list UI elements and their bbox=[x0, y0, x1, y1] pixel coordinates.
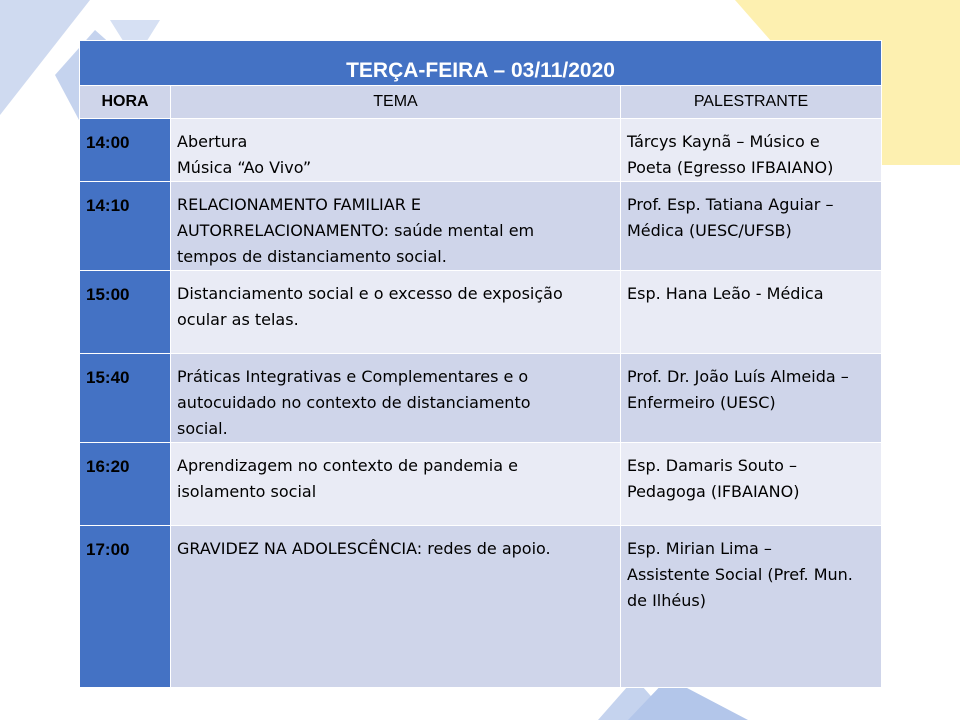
row-hora: 14:10 bbox=[80, 182, 171, 271]
row-palestrante: Prof. Esp. Tatiana Aguiar – Médica (UESC/UFSB) bbox=[621, 182, 882, 271]
row-tema: Aprendizagem no contexto de pandemia e isolamento social bbox=[171, 443, 621, 526]
header-palestrante: PALESTRANTE bbox=[621, 86, 882, 119]
row-tema: Práticas Integrativas e Complementares e o autocuidado no contexto de distanciamento social. bbox=[171, 354, 621, 443]
table-row bbox=[80, 271, 882, 354]
schedule-table bbox=[79, 40, 882, 688]
table-row bbox=[80, 182, 882, 271]
row-hora: 15:40 bbox=[80, 354, 171, 443]
row-palestrante: Prof. Dr. João Luís Almeida – Enfermeiro (UESC) bbox=[621, 354, 882, 443]
header-hora: HORA bbox=[80, 86, 171, 119]
row-tema: RELACIONAMENTO FAMILIAR E AUTORRELACIONAMENTO: saúde mental em tempos de distanciamento social. bbox=[171, 182, 621, 271]
schedule-table-container bbox=[79, 40, 881, 688]
row-hora: 15:00 bbox=[80, 271, 171, 354]
row-tema: Distanciamento social e o excesso de exposição ocular as telas. bbox=[171, 271, 621, 354]
row-tema: Abertura Música “Ao Vivo” bbox=[171, 119, 621, 182]
table-row bbox=[80, 443, 882, 526]
row-palestrante: Esp. Hana Leão - Médica bbox=[621, 271, 882, 354]
row-tema: GRAVIDEZ NA ADOLESCÊNCIA: redes de apoio. bbox=[171, 526, 621, 688]
row-palestrante: Esp. Damaris Souto – Pedagoga (IFBAIANO) bbox=[621, 443, 882, 526]
row-hora: 16:20 bbox=[80, 443, 171, 526]
header-tema: TEMA bbox=[171, 86, 621, 119]
table-row bbox=[80, 354, 882, 443]
table-row bbox=[80, 526, 882, 688]
row-palestrante: Esp. Mirian Lima – Assistente Social (Pref. Mun. de Ilhéus) bbox=[621, 526, 882, 688]
row-hora: 14:00 bbox=[80, 119, 171, 182]
row-palestrante: Tárcys Kaynã – Músico e Poeta (Egresso IFBAIANO) bbox=[621, 119, 882, 182]
table-title: TERÇA-FEIRA – 03/11/2020 bbox=[80, 41, 882, 86]
table-row bbox=[80, 119, 882, 182]
row-hora: 17:00 bbox=[80, 526, 171, 688]
